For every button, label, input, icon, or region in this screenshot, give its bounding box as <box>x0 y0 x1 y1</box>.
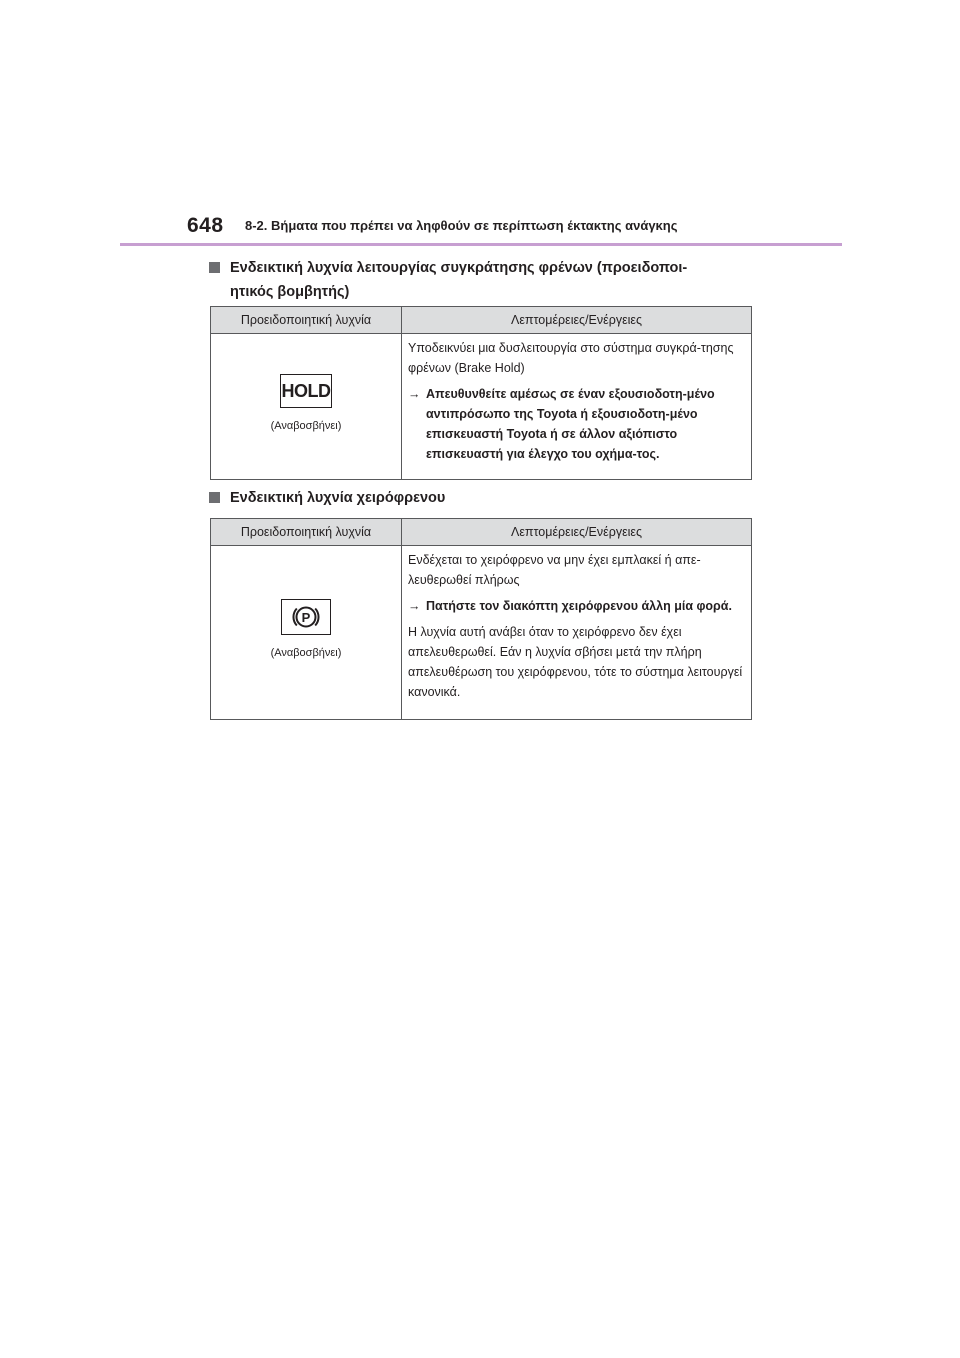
column-header-details: Λεπτομέρειες/Ενέργειες <box>402 519 752 546</box>
arrow-icon: → <box>408 387 421 401</box>
table-row <box>211 546 752 720</box>
parking-brake-symbol <box>292 603 320 631</box>
lamp-cell <box>211 334 402 480</box>
action-instruction: → Απευθυνθείτε αμέσως σε έναν εξουσιοδοτη-μένο αντιπρόσωπο της Toyota ή εξουσιοδοτη-μένο επισκευαστή Toyota ή σε άλλον αξιόπιστο επισκευαστή για έλεγχο του οχήμα-τος. <box>408 384 745 464</box>
table-row <box>211 334 752 480</box>
square-bullet-icon <box>209 492 220 503</box>
page-number: 648 <box>187 214 224 237</box>
parking-brake-icon <box>281 599 331 635</box>
lamp-caption: (Αναβοσβήνει) <box>270 419 342 432</box>
table-header-row <box>211 307 752 334</box>
section-title-parking-brake <box>209 486 769 510</box>
description: Ενδέχεται το χειρόφρενο να μην έχει εμπλακεί ή απε-λευθερωθεί πλήρως <box>408 553 701 587</box>
svg-text:P: P <box>301 609 311 625</box>
lamp-caption: (Αναβοσβήνει) <box>270 646 342 659</box>
parking-brake-table <box>210 518 752 720</box>
section-title-text: Ενδεικτική λυχνία χειρόφρενου <box>230 490 446 506</box>
column-header-lamp: Προειδοποιητική λυχνία <box>211 519 402 546</box>
column-header-lamp: Προειδοποιητική λυχνία <box>211 307 402 334</box>
brake-hold-table <box>210 306 752 480</box>
page-header <box>187 214 843 244</box>
table-header-row <box>211 519 752 546</box>
description: Υποδεικνύει μια δυσλειτουργία στο σύστημα συγκρά-τησης φρένων (Brake Hold) <box>408 341 734 375</box>
action-instruction: → Πατήστε τον διακόπτη χειρόφρενου άλλη μία φορά. <box>408 596 745 616</box>
column-header-details: Λεπτομέρειες/Ενέργειες <box>402 307 752 334</box>
lamp-cell <box>211 546 402 720</box>
chapter-title: 8-2. Βήματα που πρέπει να ληφθούν σε περίπτωση έκτακτης ανάγκης <box>245 218 678 233</box>
arrow-icon: → <box>408 599 421 613</box>
note: Η λυχνία αυτή ανάβει όταν το χειρόφρενο δεν έχει απελευθερωθεί. Εάν η λυχνία σβήσει μετά την πλήρη απελευθέρωση του χειρόφρενου, τότε το σύστημα λειτουργεί κανονικά. <box>408 625 743 699</box>
section-title-text: Ενδεικτική λυχνία λειτουργίας συγκράτησης φρένων (προειδοποι- ητικός βομβητής) <box>230 260 688 300</box>
details-cell <box>402 546 752 720</box>
details-cell <box>402 334 752 480</box>
hold-indicator-icon: HOLD <box>280 374 332 408</box>
square-bullet-icon <box>209 262 220 273</box>
header-rule <box>120 243 842 246</box>
section-title-brake-hold <box>209 256 769 304</box>
